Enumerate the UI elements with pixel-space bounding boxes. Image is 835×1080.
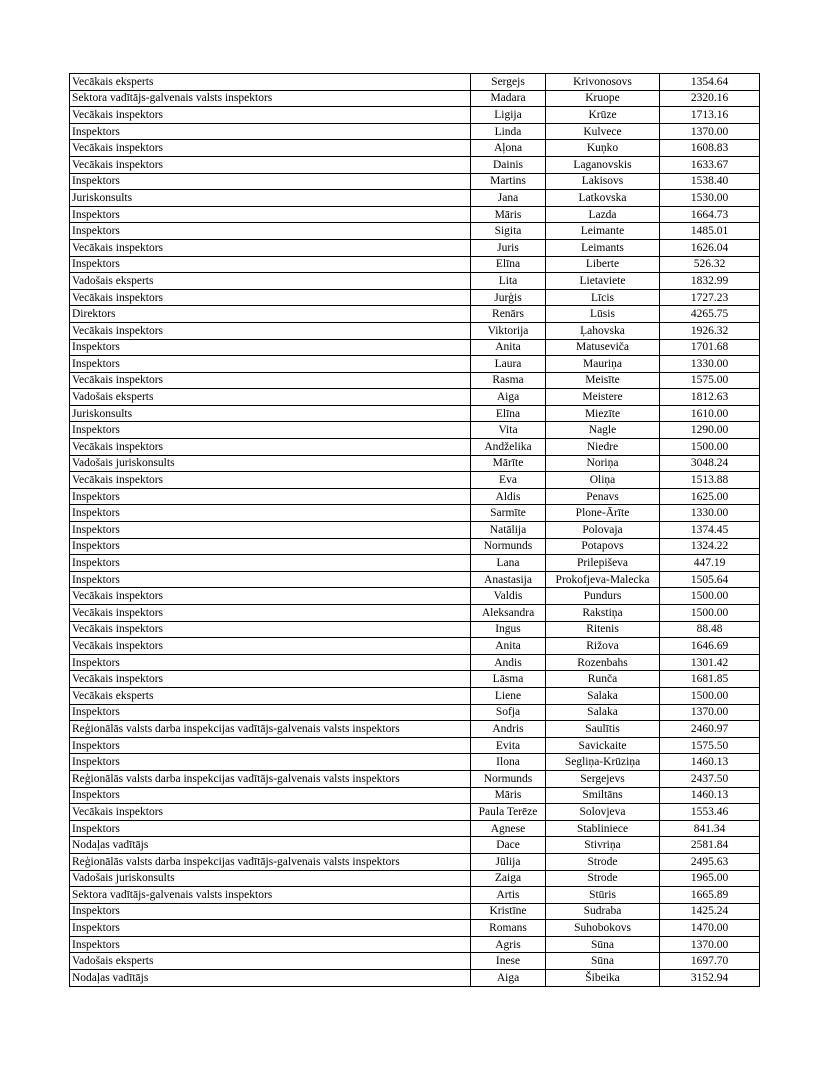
position-cell: Vecākais inspektors	[70, 439, 471, 456]
table-row	[70, 953, 760, 970]
table-row	[70, 356, 760, 373]
table-row	[70, 107, 760, 124]
first-name-cell: Sofja	[471, 704, 546, 721]
salary-cell: 1530.00	[660, 190, 760, 207]
last-name-cell: Ļahovska	[546, 322, 660, 339]
table-row	[70, 605, 760, 622]
position-cell: Vecākais eksperts	[70, 74, 471, 91]
first-name-cell: Romans	[471, 920, 546, 937]
salary-cell: 1301.42	[660, 654, 760, 671]
table-row	[70, 239, 760, 256]
table-row	[70, 488, 760, 505]
first-name-cell: Ilona	[471, 754, 546, 771]
position-cell: Inspektors	[70, 522, 471, 539]
table-row	[70, 837, 760, 854]
table-row	[70, 787, 760, 804]
last-name-cell: Rozenbahs	[546, 654, 660, 671]
last-name-cell: Matuseviča	[546, 339, 660, 356]
last-name-cell: Lakisovs	[546, 173, 660, 190]
table-row	[70, 936, 760, 953]
staff-table-body	[70, 74, 760, 987]
table-row	[70, 571, 760, 588]
first-name-cell: Normunds	[471, 538, 546, 555]
position-cell: Juriskonsults	[70, 190, 471, 207]
table-row	[70, 273, 760, 290]
salary-cell: 1370.00	[660, 704, 760, 721]
position-cell: Inspektors	[70, 787, 471, 804]
last-name-cell: Leimants	[546, 239, 660, 256]
last-name-cell: Solovjeva	[546, 804, 660, 821]
last-name-cell: Prilepiševa	[546, 555, 660, 572]
table-row	[70, 455, 760, 472]
first-name-cell: Sarmīte	[471, 505, 546, 522]
salary-cell: 1713.16	[660, 107, 760, 124]
first-name-cell: Andis	[471, 654, 546, 671]
salary-cell: 1513.88	[660, 472, 760, 489]
first-name-cell: Martins	[471, 173, 546, 190]
table-row	[70, 206, 760, 223]
first-name-cell: Renārs	[471, 306, 546, 323]
first-name-cell: Paula Terēze	[471, 804, 546, 821]
last-name-cell: Potapovs	[546, 538, 660, 555]
position-cell: Nodaļas vadītājs	[70, 837, 471, 854]
last-name-cell: Kuņko	[546, 140, 660, 157]
first-name-cell: Valdis	[471, 588, 546, 605]
table-row	[70, 970, 760, 987]
position-cell: Vecākais inspektors	[70, 671, 471, 688]
first-name-cell: Ligija	[471, 107, 546, 124]
position-cell: Sektora vadītājs-galvenais valsts inspektors	[70, 887, 471, 904]
table-row	[70, 538, 760, 555]
last-name-cell: Sergejevs	[546, 770, 660, 787]
salary-cell: 2581.84	[660, 837, 760, 854]
salary-cell: 1926.32	[660, 322, 760, 339]
last-name-cell: Strode	[546, 853, 660, 870]
position-cell: Inspektors	[70, 737, 471, 754]
salary-cell: 2437.50	[660, 770, 760, 787]
table-row	[70, 704, 760, 721]
last-name-cell: Ritenis	[546, 621, 660, 638]
position-cell: Vecākais eksperts	[70, 687, 471, 704]
position-cell: Juriskonsults	[70, 405, 471, 422]
last-name-cell: Mauriņa	[546, 356, 660, 373]
position-cell: Inspektors	[70, 820, 471, 837]
first-name-cell: Sergejs	[471, 74, 546, 91]
salary-cell: 1610.00	[660, 405, 760, 422]
position-cell: Vecākais inspektors	[70, 472, 471, 489]
salary-cell: 88.48	[660, 621, 760, 638]
position-cell: Inspektors	[70, 555, 471, 572]
table-row	[70, 439, 760, 456]
last-name-cell: Runča	[546, 671, 660, 688]
last-name-cell: Noriņa	[546, 455, 660, 472]
salary-cell: 1553.46	[660, 804, 760, 821]
table-row	[70, 422, 760, 439]
salary-cell: 1374.45	[660, 522, 760, 539]
first-name-cell: Lana	[471, 555, 546, 572]
first-name-cell: Aiga	[471, 970, 546, 987]
table-row	[70, 671, 760, 688]
table-row	[70, 804, 760, 821]
last-name-cell: Rakstiņa	[546, 605, 660, 622]
first-name-cell: Lāsma	[471, 671, 546, 688]
position-cell: Inspektors	[70, 123, 471, 140]
position-cell: Direktors	[70, 306, 471, 323]
first-name-cell: Ingus	[471, 621, 546, 638]
salary-cell: 1625.00	[660, 488, 760, 505]
first-name-cell: Aleksandra	[471, 605, 546, 622]
first-name-cell: Madara	[471, 90, 546, 107]
last-name-cell: Lazda	[546, 206, 660, 223]
salary-cell: 1370.00	[660, 123, 760, 140]
table-row	[70, 289, 760, 306]
position-cell: Vadošais eksperts	[70, 953, 471, 970]
table-row	[70, 555, 760, 572]
salary-cell: 1832.99	[660, 273, 760, 290]
salary-cell: 1608.83	[660, 140, 760, 157]
table-row	[70, 903, 760, 920]
first-name-cell: Māris	[471, 206, 546, 223]
first-name-cell: Evita	[471, 737, 546, 754]
last-name-cell: Segliņa-Krūziņa	[546, 754, 660, 771]
table-row	[70, 156, 760, 173]
position-cell: Vecākais inspektors	[70, 605, 471, 622]
first-name-cell: Aiga	[471, 389, 546, 406]
salary-cell: 1697.70	[660, 953, 760, 970]
table-row	[70, 754, 760, 771]
first-name-cell: Juris	[471, 239, 546, 256]
salary-cell: 1460.13	[660, 754, 760, 771]
position-cell: Inspektors	[70, 223, 471, 240]
last-name-cell: Stabliniece	[546, 820, 660, 837]
position-cell: Nodaļas vadītājs	[70, 970, 471, 987]
first-name-cell: Vita	[471, 422, 546, 439]
position-cell: Inspektors	[70, 422, 471, 439]
position-cell: Inspektors	[70, 571, 471, 588]
last-name-cell: Prokofjeva-Malecka	[546, 571, 660, 588]
salary-cell: 1500.00	[660, 605, 760, 622]
position-cell: Inspektors	[70, 173, 471, 190]
salary-cell: 1633.67	[660, 156, 760, 173]
salary-cell: 1425.24	[660, 903, 760, 920]
last-name-cell: Līcis	[546, 289, 660, 306]
table-row	[70, 140, 760, 157]
position-cell: Inspektors	[70, 936, 471, 953]
first-name-cell: Kristīne	[471, 903, 546, 920]
first-name-cell: Elīna	[471, 256, 546, 273]
last-name-cell: Rižova	[546, 638, 660, 655]
last-name-cell: Krūze	[546, 107, 660, 124]
first-name-cell: Sigita	[471, 223, 546, 240]
position-cell: Vadošais eksperts	[70, 389, 471, 406]
first-name-cell: Anastasija	[471, 571, 546, 588]
last-name-cell: Stivriņa	[546, 837, 660, 854]
salary-cell: 1646.69	[660, 638, 760, 655]
position-cell: Vadošais juriskonsults	[70, 455, 471, 472]
last-name-cell: Liberte	[546, 256, 660, 273]
table-row	[70, 90, 760, 107]
salary-cell: 1701.68	[660, 339, 760, 356]
first-name-cell: Inese	[471, 953, 546, 970]
table-row	[70, 853, 760, 870]
first-name-cell: Andris	[471, 721, 546, 738]
position-cell: Vecākais inspektors	[70, 804, 471, 821]
position-cell: Vecākais inspektors	[70, 239, 471, 256]
salary-cell: 1290.00	[660, 422, 760, 439]
salary-cell: 1626.04	[660, 239, 760, 256]
position-cell: Inspektors	[70, 754, 471, 771]
last-name-cell: Penavs	[546, 488, 660, 505]
salary-cell: 4265.75	[660, 306, 760, 323]
last-name-cell: Latkovska	[546, 190, 660, 207]
first-name-cell: Eva	[471, 472, 546, 489]
table-row	[70, 820, 760, 837]
table-row	[70, 256, 760, 273]
last-name-cell: Miezīte	[546, 405, 660, 422]
position-cell: Vecākais inspektors	[70, 621, 471, 638]
first-name-cell: Anita	[471, 339, 546, 356]
last-name-cell: Niedre	[546, 439, 660, 456]
table-row	[70, 339, 760, 356]
position-cell: Inspektors	[70, 206, 471, 223]
last-name-cell: Saulītis	[546, 721, 660, 738]
salary-cell: 1681.85	[660, 671, 760, 688]
first-name-cell: Rasma	[471, 372, 546, 389]
table-row	[70, 190, 760, 207]
position-cell: Vecākais inspektors	[70, 107, 471, 124]
position-cell: Inspektors	[70, 356, 471, 373]
salary-cell: 1370.00	[660, 936, 760, 953]
last-name-cell: Pundurs	[546, 588, 660, 605]
last-name-cell: Smiltāns	[546, 787, 660, 804]
first-name-cell: Anita	[471, 638, 546, 655]
last-name-cell: Savickaite	[546, 737, 660, 754]
position-cell: Reģionālās valsts darba inspekcijas vadītājs-galvenais valsts inspektors	[70, 853, 471, 870]
first-name-cell: Jana	[471, 190, 546, 207]
salary-cell: 1485.01	[660, 223, 760, 240]
first-name-cell: Jūlija	[471, 853, 546, 870]
position-cell: Vecākais inspektors	[70, 638, 471, 655]
last-name-cell: Lūsis	[546, 306, 660, 323]
salary-cell: 3152.94	[660, 970, 760, 987]
first-name-cell: Artis	[471, 887, 546, 904]
position-cell: Vadošais juriskonsults	[70, 870, 471, 887]
last-name-cell: Sūna	[546, 953, 660, 970]
last-name-cell: Stūris	[546, 887, 660, 904]
salary-cell: 447.19	[660, 555, 760, 572]
table-row	[70, 372, 760, 389]
last-name-cell: Kruope	[546, 90, 660, 107]
salary-cell: 1812.63	[660, 389, 760, 406]
position-cell: Vecākais inspektors	[70, 156, 471, 173]
salary-cell: 1354.64	[660, 74, 760, 91]
salary-cell: 1500.00	[660, 588, 760, 605]
last-name-cell: Kulvece	[546, 123, 660, 140]
last-name-cell: Nagle	[546, 422, 660, 439]
last-name-cell: Plone-Ārīte	[546, 505, 660, 522]
first-name-cell: Agnese	[471, 820, 546, 837]
last-name-cell: Meistere	[546, 389, 660, 406]
position-cell: Inspektors	[70, 654, 471, 671]
salary-cell: 1460.13	[660, 787, 760, 804]
salary-cell: 1664.73	[660, 206, 760, 223]
first-name-cell: Mārīte	[471, 455, 546, 472]
first-name-cell: Aļona	[471, 140, 546, 157]
table-row	[70, 621, 760, 638]
salary-cell: 3048.24	[660, 455, 760, 472]
position-cell: Vecākais inspektors	[70, 588, 471, 605]
first-name-cell: Viktorija	[471, 322, 546, 339]
table-row	[70, 173, 760, 190]
position-cell: Inspektors	[70, 538, 471, 555]
first-name-cell: Andželika	[471, 439, 546, 456]
first-name-cell: Dainis	[471, 156, 546, 173]
position-cell: Vecākais inspektors	[70, 289, 471, 306]
table-row	[70, 654, 760, 671]
table-row	[70, 389, 760, 406]
first-name-cell: Lita	[471, 273, 546, 290]
first-name-cell: Natālija	[471, 522, 546, 539]
salary-cell: 526.32	[660, 256, 760, 273]
position-cell: Vecākais inspektors	[70, 372, 471, 389]
last-name-cell: Sudraba	[546, 903, 660, 920]
table-row	[70, 770, 760, 787]
first-name-cell: Liene	[471, 687, 546, 704]
table-row	[70, 223, 760, 240]
salary-cell: 1330.00	[660, 505, 760, 522]
salary-cell: 2460.97	[660, 721, 760, 738]
table-row	[70, 920, 760, 937]
last-name-cell: Krivonosovs	[546, 74, 660, 91]
salary-cell: 1505.64	[660, 571, 760, 588]
table-row	[70, 721, 760, 738]
salary-cell: 1965.00	[660, 870, 760, 887]
last-name-cell: Salaka	[546, 704, 660, 721]
salary-cell: 1330.00	[660, 356, 760, 373]
salary-cell: 1470.00	[660, 920, 760, 937]
position-cell: Inspektors	[70, 704, 471, 721]
table-row	[70, 588, 760, 605]
salary-cell: 1500.00	[660, 687, 760, 704]
table-row	[70, 472, 760, 489]
first-name-cell: Elīna	[471, 405, 546, 422]
position-cell: Reģionālās valsts darba inspekcijas vadītājs-galvenais valsts inspektors	[70, 721, 471, 738]
first-name-cell: Laura	[471, 356, 546, 373]
first-name-cell: Aldis	[471, 488, 546, 505]
first-name-cell: Zaiga	[471, 870, 546, 887]
first-name-cell: Normunds	[471, 770, 546, 787]
last-name-cell: Sūna	[546, 936, 660, 953]
position-cell: Reģionālās valsts darba inspekcijas vadītājs-galvenais valsts inspektors	[70, 770, 471, 787]
salary-cell: 1500.00	[660, 439, 760, 456]
table-row	[70, 638, 760, 655]
position-cell: Inspektors	[70, 339, 471, 356]
last-name-cell: Suhobokovs	[546, 920, 660, 937]
staff-salary-table	[69, 73, 760, 987]
last-name-cell: Lietaviete	[546, 273, 660, 290]
table-row	[70, 123, 760, 140]
last-name-cell: Laganovskis	[546, 156, 660, 173]
salary-cell: 1324.22	[660, 538, 760, 555]
position-cell: Inspektors	[70, 920, 471, 937]
first-name-cell: Māris	[471, 787, 546, 804]
table-row	[70, 505, 760, 522]
last-name-cell: Polovaja	[546, 522, 660, 539]
first-name-cell: Dace	[471, 837, 546, 854]
table-row	[70, 522, 760, 539]
table-row	[70, 306, 760, 323]
table-row	[70, 405, 760, 422]
salary-cell: 2320.16	[660, 90, 760, 107]
last-name-cell: Strode	[546, 870, 660, 887]
position-cell: Inspektors	[70, 256, 471, 273]
table-row	[70, 887, 760, 904]
first-name-cell: Agris	[471, 936, 546, 953]
last-name-cell: Meisīte	[546, 372, 660, 389]
salary-cell: 1538.40	[660, 173, 760, 190]
last-name-cell: Leimante	[546, 223, 660, 240]
position-cell: Inspektors	[70, 505, 471, 522]
table-row	[70, 870, 760, 887]
position-cell: Vecākais inspektors	[70, 322, 471, 339]
table-row	[70, 687, 760, 704]
salary-cell: 1727.23	[660, 289, 760, 306]
salary-cell: 1575.00	[660, 372, 760, 389]
first-name-cell: Jurģis	[471, 289, 546, 306]
position-cell: Inspektors	[70, 488, 471, 505]
last-name-cell: Salaka	[546, 687, 660, 704]
last-name-cell: Šibeika	[546, 970, 660, 987]
table-row	[70, 737, 760, 754]
salary-cell: 841.34	[660, 820, 760, 837]
salary-cell: 1575.50	[660, 737, 760, 754]
first-name-cell: Linda	[471, 123, 546, 140]
position-cell: Inspektors	[70, 903, 471, 920]
position-cell: Vecākais inspektors	[70, 140, 471, 157]
salary-cell: 1665.89	[660, 887, 760, 904]
position-cell: Vadošais eksperts	[70, 273, 471, 290]
table-row	[70, 74, 760, 91]
salary-cell: 2495.63	[660, 853, 760, 870]
last-name-cell: Oliņa	[546, 472, 660, 489]
position-cell: Sektora vadītājs-galvenais valsts inspektors	[70, 90, 471, 107]
table-row	[70, 322, 760, 339]
